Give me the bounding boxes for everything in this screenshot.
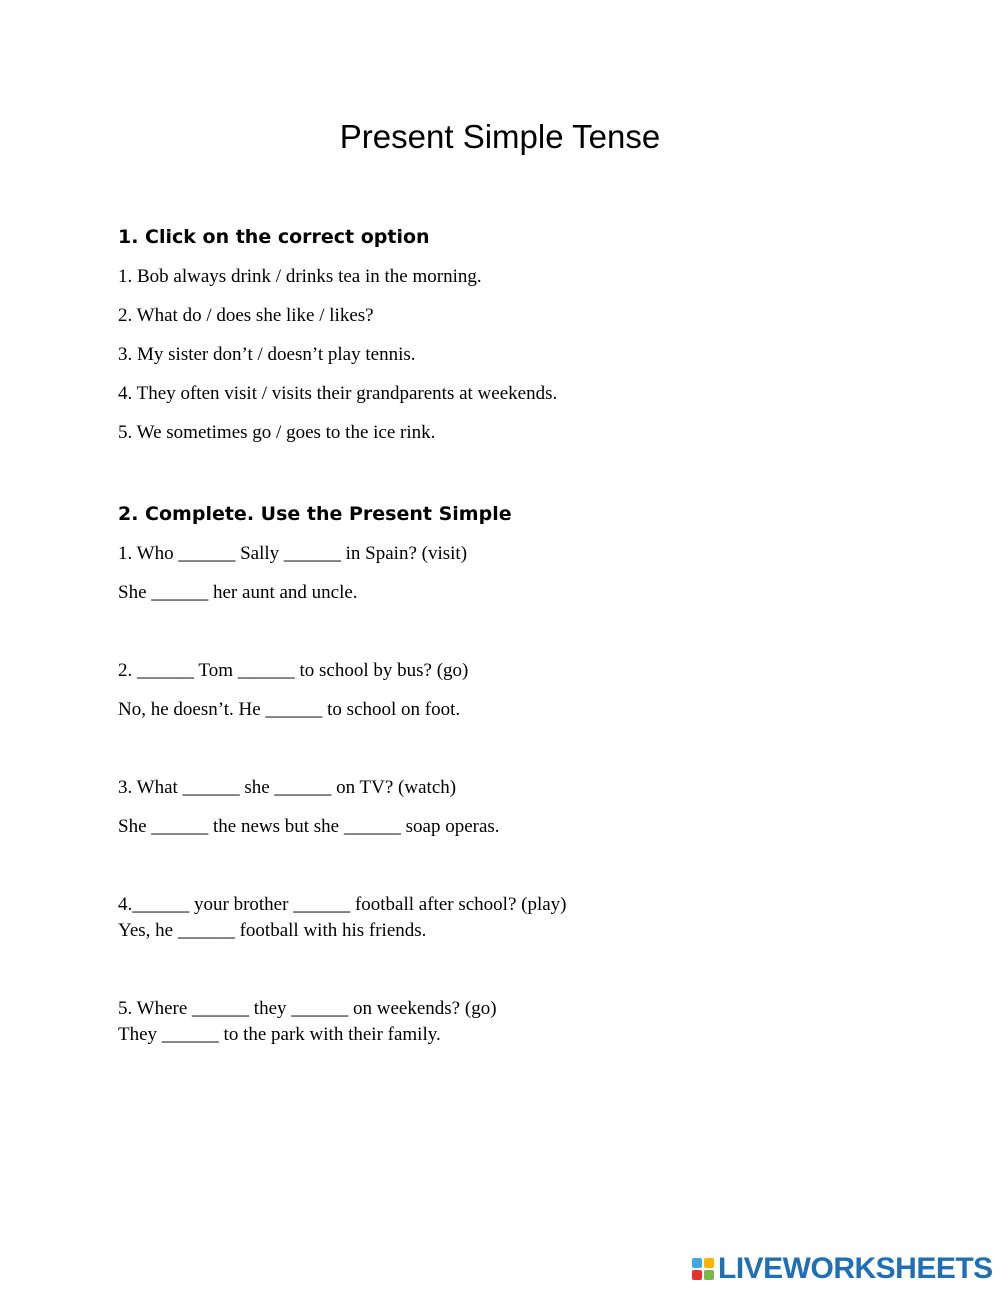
option-separator: /	[261, 383, 268, 404]
item-text: football with his friends.	[239, 920, 427, 941]
item-text: We sometimes	[136, 422, 248, 443]
item-text: the news but she	[213, 816, 340, 837]
item-text: Bob always	[137, 266, 227, 287]
option-separator: /	[276, 422, 282, 443]
item-text: My sister	[137, 344, 209, 365]
option-goes[interactable]: goes	[286, 422, 321, 443]
liveworksheets-logo	[692, 1253, 993, 1285]
answer-blank[interactable]: ______	[274, 777, 332, 798]
s2-q3-answer	[118, 816, 500, 838]
logo-square-e	[704, 1270, 714, 1280]
answer-blank[interactable]: ______	[293, 894, 351, 915]
item-text: They	[118, 1024, 158, 1045]
option-does[interactable]: does	[216, 305, 252, 326]
option-separator: /	[257, 344, 263, 365]
item-text: play tennis.	[327, 344, 416, 365]
item-text: to school by bus? (go)	[299, 660, 469, 681]
item-text: to the park with their family.	[223, 1024, 441, 1045]
logo-mark-icon	[692, 1258, 714, 1280]
s1-item-5	[118, 422, 435, 444]
answer-blank[interactable]: ______	[182, 777, 240, 798]
item-text: your brother	[194, 894, 289, 915]
option-separator: /	[319, 305, 325, 326]
option-likes[interactable]: likes	[329, 305, 366, 326]
s1-item-4	[118, 383, 557, 405]
answer-blank[interactable]: ______	[161, 1024, 219, 1045]
option-separator: /	[206, 305, 212, 326]
item-number: 1.	[118, 266, 133, 287]
answer-blank[interactable]: ______	[151, 816, 209, 837]
item-text: on TV? (watch)	[336, 777, 457, 798]
item-text: on weekends? (go)	[353, 998, 497, 1019]
option-dont[interactable]: don’t	[213, 344, 253, 365]
logo-text: LIVEWORKSHEETS	[718, 1252, 993, 1285]
option-separator: /	[275, 266, 282, 287]
s2-q1-answer	[118, 582, 358, 604]
answer-blank[interactable]: ______	[343, 816, 401, 837]
s2-q5-question	[118, 998, 497, 1020]
item-text: She	[118, 582, 147, 603]
option-doesnt[interactable]: doesn’t	[267, 344, 324, 365]
item-text: 2. What	[118, 305, 178, 326]
option-go[interactable]: go	[252, 422, 272, 443]
section2-heading: 2. Complete. Use the Present Simple	[118, 503, 512, 525]
item-text: tea in the morning.	[338, 266, 482, 287]
answer-blank[interactable]: ______	[265, 699, 323, 720]
answer-blank[interactable]: ______	[132, 894, 190, 915]
answer-blank[interactable]: ______	[151, 582, 209, 603]
option-drinks[interactable]: drinks	[285, 266, 334, 287]
item-text: No, he doesn’t. He	[118, 699, 261, 720]
s1-item-2	[118, 305, 374, 327]
page-title: Present Simple Tense	[339, 118, 661, 155]
item-text: soap operas.	[405, 816, 500, 837]
option-drink[interactable]: drink	[230, 266, 272, 287]
item-text: She	[118, 816, 147, 837]
s2-q2-answer	[118, 699, 460, 721]
logo-square-i	[704, 1258, 714, 1268]
item-number: 5.	[118, 422, 133, 443]
item-text: they	[253, 998, 287, 1019]
s1-item-1	[118, 266, 482, 288]
item-text: Tom	[198, 660, 233, 681]
item-text: They often	[136, 383, 220, 404]
item-text: she	[244, 777, 270, 798]
item-number: 4.	[118, 383, 133, 404]
item-text: football after school? (play)	[354, 894, 567, 915]
option-like[interactable]: like	[286, 305, 315, 326]
item-text: 5. Where	[118, 998, 188, 1019]
s2-q3-question	[118, 777, 456, 799]
logo-square-v	[692, 1270, 702, 1280]
item-text: 2.	[118, 660, 133, 681]
item-text: to the ice rink.	[325, 422, 436, 443]
s2-q4-answer	[118, 920, 426, 942]
option-visit[interactable]: visit	[224, 383, 257, 404]
item-text: she	[255, 305, 282, 326]
s2-q4-question	[118, 894, 567, 916]
item-text: her aunt and uncle.	[213, 582, 358, 603]
logo-square-l	[692, 1258, 702, 1268]
answer-blank[interactable]: ______	[291, 998, 349, 1019]
answer-blank[interactable]: ______	[283, 543, 341, 564]
answer-blank[interactable]: ______	[237, 660, 295, 681]
item-text: 3. What	[118, 777, 178, 798]
s2-q2-question	[118, 660, 468, 682]
answer-blank[interactable]: ______	[178, 543, 236, 564]
item-text: Yes, he	[118, 920, 174, 941]
s2-q5-answer	[118, 1024, 441, 1046]
option-visits[interactable]: visits	[271, 383, 312, 404]
answer-blank[interactable]: ______	[192, 998, 250, 1019]
item-text: Sally	[240, 543, 280, 564]
option-do[interactable]: do	[182, 305, 202, 326]
item-text: 1. Who	[118, 543, 174, 564]
item-text: in Spain? (visit)	[345, 543, 468, 564]
s2-q1-question	[118, 543, 467, 565]
item-text: 4.	[118, 894, 133, 915]
s1-item-3	[118, 344, 416, 366]
item-number: 3.	[118, 344, 133, 365]
item-text: to school on foot.	[327, 699, 461, 720]
answer-blank[interactable]: ______	[137, 660, 194, 681]
section1-heading: 1. Click on the correct option	[118, 226, 430, 248]
answer-blank[interactable]: ______	[177, 920, 235, 941]
item-text: their grandparents at weekends.	[316, 383, 558, 404]
item-text: ?	[365, 305, 374, 326]
